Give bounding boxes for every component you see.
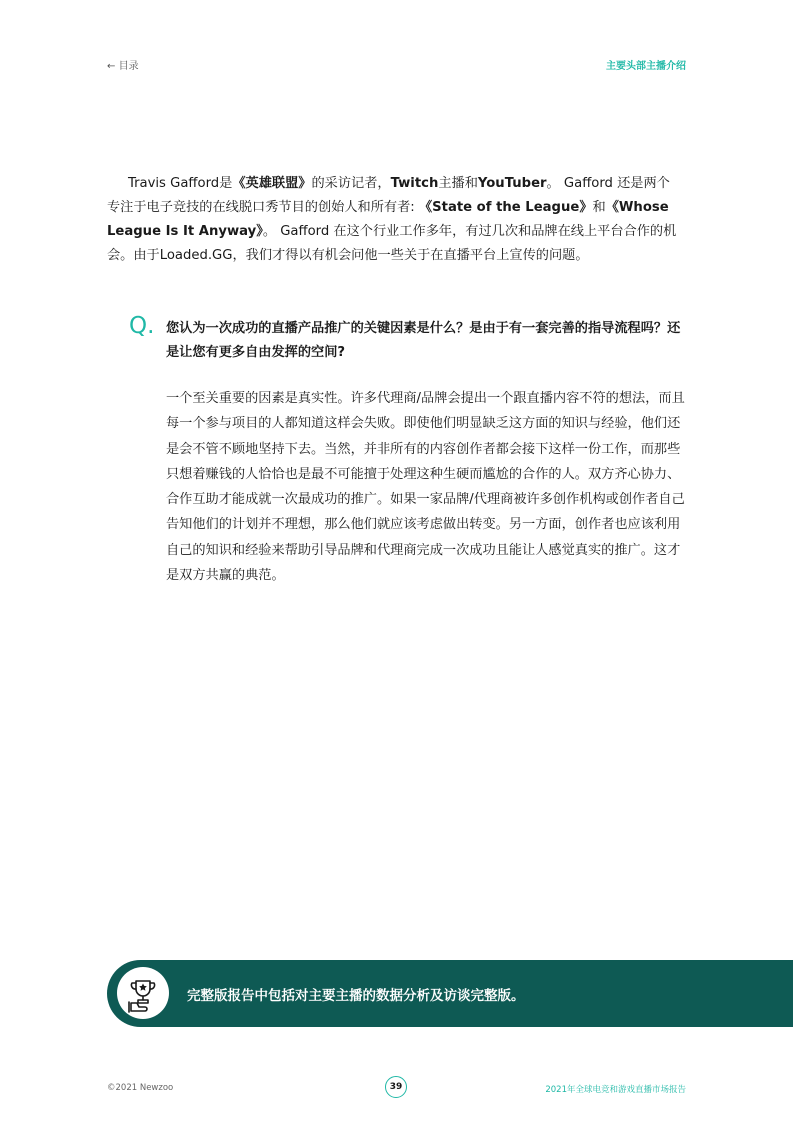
intro-text-3: 主播和	[438, 176, 478, 191]
back-arrow-icon: ←	[107, 61, 116, 72]
page-number: 39	[385, 1076, 407, 1098]
banner-text: 完整版报告中包括对主要主播的数据分析及访谈完整版。	[187, 988, 525, 1004]
intro-text-5: 和	[592, 200, 606, 215]
intro-paragraph	[107, 172, 683, 268]
interview-question: 您认为一次成功的直播产品推广的关键因素是什么？是由于有一套完善的指导流程吗？还是让您有更多自由发挥的空间?	[166, 321, 681, 360]
intro-platform-youtuber: YouTuber	[477, 176, 547, 191]
intro-game: 《英雄联盟》	[232, 176, 312, 191]
intro-show-1: 《State of the League》	[418, 200, 593, 215]
full-report-banner	[107, 960, 793, 1027]
intro-text-4: 。 Gafford 还是两个专注于电子竞技的在线脱口秀节目的创始人和所有者:	[107, 176, 670, 215]
intro-show-2: 《Whose League Is It Anyway》	[107, 200, 669, 239]
intro-platform-twitch: Twitch	[390, 176, 439, 191]
question-mark-label: Q.	[129, 313, 155, 339]
footer-copyright: ©2021 Newzoo	[107, 1083, 174, 1093]
section-title: 主要头部主播介绍	[606, 61, 686, 72]
footer-report-title: 2021年全球电竞和游戏直播市场报告	[545, 1085, 686, 1095]
intro-text-6: 。 Gafford 在这个行业工作多年，有过几次和品牌在线上平台合作的机会。由于Loaded.GG，我们才得以有机会问他一些关于在直播平台上宣传的问题。	[107, 224, 677, 263]
intro-text-2: 的采访记者，	[311, 176, 391, 191]
toc-back-link[interactable]	[107, 57, 139, 72]
trophy-icon	[117, 967, 169, 1019]
intro-name: Travis Gafford	[127, 176, 220, 191]
toc-label: 目录	[118, 61, 139, 72]
interview-answer: 一个至关重要的因素是真实性。许多代理商/品牌会提出一个跟直播内容不符的想法，而且每一个参与项目的人都知道这样会失败。即使他们明显缺乏这方面的知识与经验，他们还是会不管不顾地坚持下去。当然，并非所有的内容创作者都会接下这样一份工作，而那些只想着赚钱的人恰恰也是最不可能擅于处理这种生硬而尴尬的合作的人。双方齐心协力、合作互助才能成就一次最成功的推广。如果一家品牌/代理商被许多创作机构或创作者自己告知他们的计划并不理想，那么他们就应该考虑做出转变。另一方面，创作者也应该利用自己的知识和经验来帮助引导品牌和代理商完成一次成功且能让人感觉真实的推广。这才是双方共赢的典范。	[166, 391, 685, 584]
intro-text-1: 是	[219, 176, 233, 191]
